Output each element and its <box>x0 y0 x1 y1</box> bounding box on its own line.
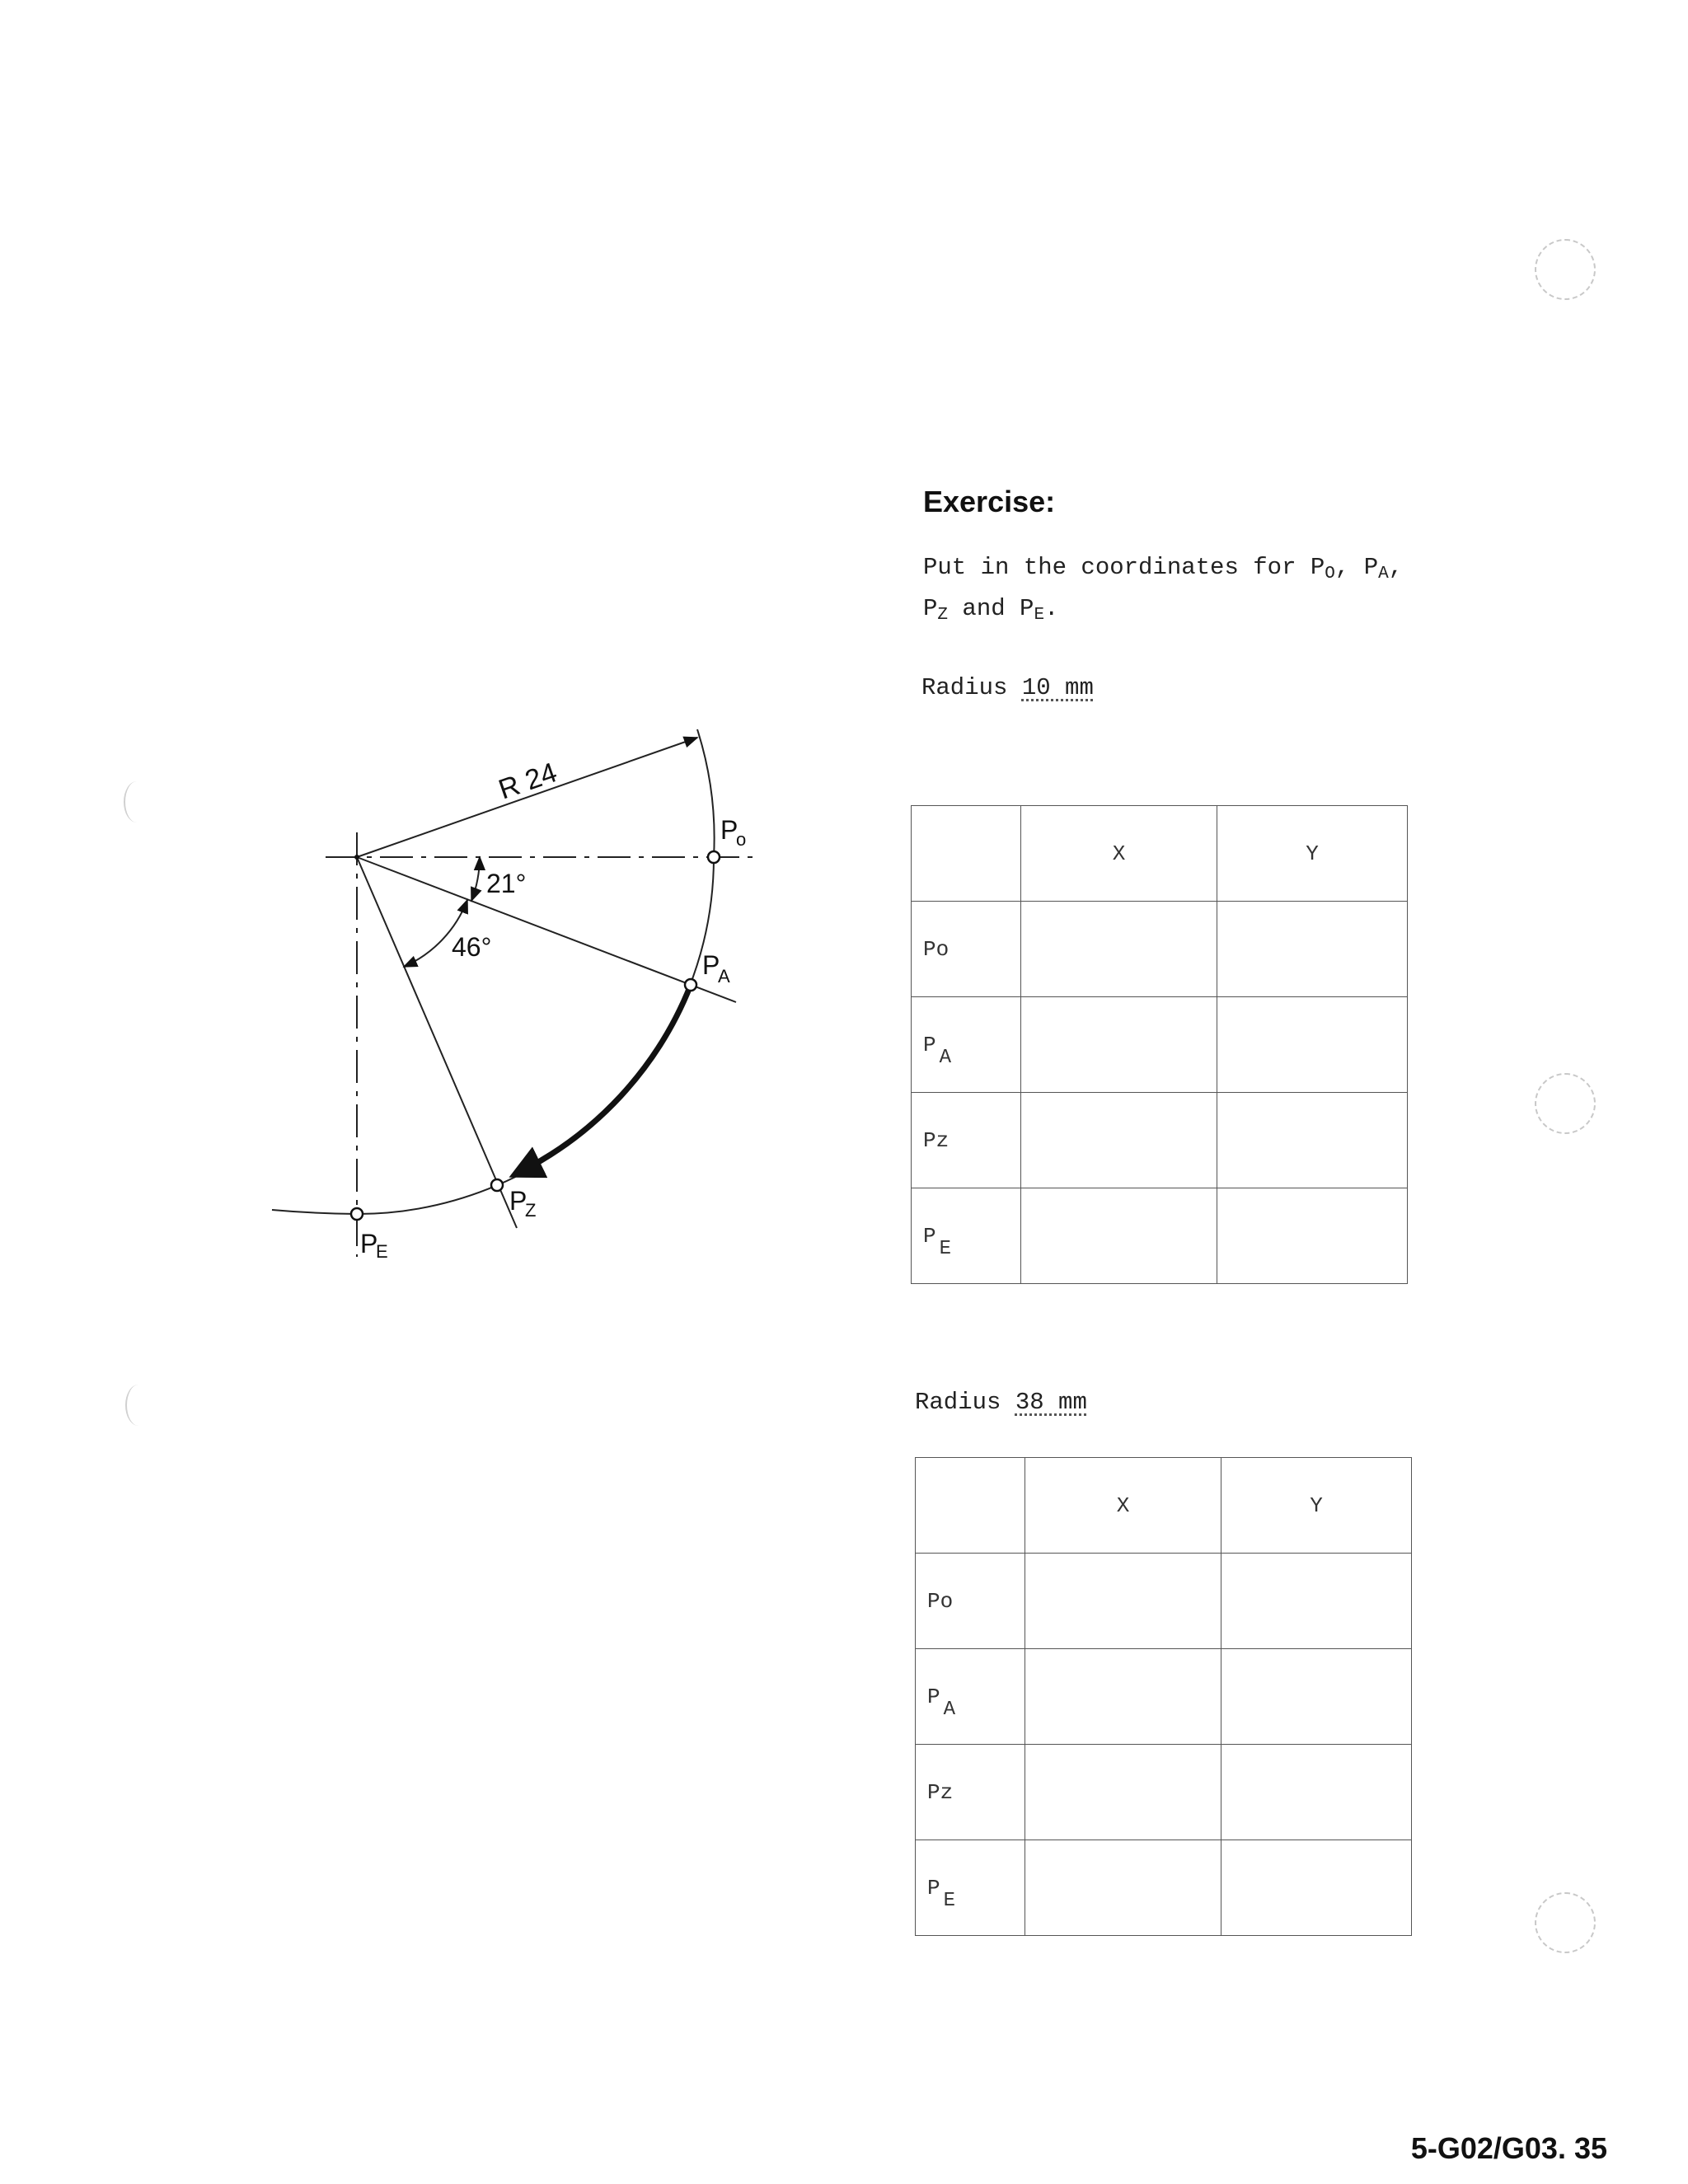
row-label-text: Po <box>923 936 950 962</box>
input-cell-pe-x[interactable] <box>1025 1840 1221 1936</box>
table-row <box>916 1745 1412 1840</box>
center-point-marker <box>354 855 359 860</box>
instruction-prefix: Put in the coordinates for P <box>923 554 1325 581</box>
row-label-text: P <box>923 1032 936 1057</box>
input-cell-po-y[interactable] <box>1217 902 1408 997</box>
input-cell-pa-x[interactable] <box>1021 997 1217 1093</box>
table-row <box>916 1649 1412 1745</box>
radius-1-value: 10 mm <box>1021 674 1094 701</box>
arc-outline <box>272 729 715 1214</box>
ray-pz <box>357 857 517 1228</box>
row-label-pa <box>916 1649 1025 1745</box>
exercise-instructions: Put in the coordinates for $P_O$, $P_A$, $P_Z$ and $P_E$. <box>923 554 1404 625</box>
row-label-sub: A <box>943 1698 956 1721</box>
instruction-pa-sub: A <box>1378 565 1389 583</box>
column-header-x: X <box>1021 806 1217 902</box>
label-pe <box>360 1229 388 1262</box>
row-label-sub: E <box>939 1237 952 1260</box>
table-header-row <box>912 806 1408 902</box>
input-cell-pa-y[interactable] <box>1217 997 1408 1093</box>
row-label-pe <box>916 1840 1025 1936</box>
row-label-po <box>916 1554 1025 1649</box>
row-label-pa <box>912 997 1021 1093</box>
svg-text:P: P <box>720 815 738 845</box>
row-label-sub: E <box>943 1889 956 1912</box>
radius-1-label <box>921 674 1094 701</box>
row-label-text: Po <box>927 1588 954 1614</box>
instruction-pz-sub: Z <box>937 606 949 625</box>
exercise-title: Exercise: <box>923 485 1056 518</box>
row-label-sub: A <box>939 1046 952 1069</box>
table-row <box>916 1840 1412 1936</box>
svg-text:o: o <box>736 829 747 850</box>
instruction-sep-1: , <box>1334 554 1364 581</box>
row-label-pz <box>912 1093 1021 1188</box>
row-label-text: Pz <box>923 1127 950 1153</box>
input-cell-pz-y[interactable] <box>1221 1745 1412 1840</box>
table-corner-cell <box>916 1458 1025 1554</box>
input-cell-pz-x[interactable] <box>1021 1093 1217 1188</box>
point-pa-marker <box>685 979 696 991</box>
svg-text:P: P <box>360 1229 378 1258</box>
row-label-pz <box>916 1745 1025 1840</box>
point-po-marker <box>708 851 720 863</box>
svg-text:A: A <box>718 966 730 987</box>
column-header-y: Y <box>1221 1458 1412 1554</box>
radius-2-value: 38 mm <box>1015 1389 1087 1416</box>
table-row <box>912 1188 1408 1284</box>
ray-pa <box>357 857 736 1002</box>
input-cell-pa-x[interactable] <box>1025 1649 1221 1745</box>
input-cell-pz-y[interactable] <box>1217 1093 1408 1188</box>
svg-text:P: P <box>702 950 720 980</box>
angle-21-label: 21° <box>486 869 527 898</box>
point-pe-marker <box>351 1208 363 1220</box>
column-header-x: X <box>1025 1458 1221 1554</box>
angle-arc-21 <box>471 857 480 901</box>
label-po <box>720 815 746 850</box>
coordinates-table-radius-10 <box>911 805 1408 1284</box>
travel-direction-arrow <box>515 985 691 1174</box>
table-row <box>912 997 1408 1093</box>
table-corner-cell <box>912 806 1021 902</box>
input-cell-pe-x[interactable] <box>1021 1188 1217 1284</box>
column-header-y: Y <box>1217 806 1408 902</box>
row-label-text: P <box>927 1684 940 1709</box>
input-cell-po-x[interactable] <box>1025 1554 1221 1649</box>
coordinates-table-radius-38 <box>915 1457 1412 1936</box>
svg-text:Z: Z <box>525 1200 537 1221</box>
radius-label: R 24 <box>495 757 561 806</box>
table-row <box>916 1554 1412 1649</box>
input-cell-pz-x[interactable] <box>1025 1745 1221 1840</box>
point-pz-marker <box>491 1179 503 1191</box>
label-pa <box>702 950 730 987</box>
row-label-text: P <box>927 1875 940 1900</box>
radius-1-prefix: Radius <box>921 674 1022 701</box>
table-row <box>912 902 1408 997</box>
svg-text:E: E <box>376 1241 388 1262</box>
input-cell-pa-y[interactable] <box>1221 1649 1412 1745</box>
input-cell-po-x[interactable] <box>1021 902 1217 997</box>
instruction-end: . <box>1044 595 1059 622</box>
input-cell-po-y[interactable] <box>1221 1554 1412 1649</box>
instruction-pe-sub: E <box>1034 606 1045 625</box>
input-cell-pe-y[interactable] <box>1221 1840 1412 1936</box>
row-label-text: Pz <box>927 1779 954 1805</box>
instruction-sep-2: , <box>1388 554 1404 581</box>
radius-2-label <box>915 1389 1087 1416</box>
row-label-text: P <box>923 1223 936 1249</box>
instruction-mid: and <box>948 595 1020 622</box>
row-label-po <box>912 902 1021 997</box>
svg-text:P: P <box>509 1186 528 1216</box>
radius-2-prefix: Radius <box>915 1389 1015 1416</box>
label-pz <box>509 1186 536 1221</box>
input-cell-pe-y[interactable] <box>1217 1188 1408 1284</box>
page-number: 5-G02/G03. 35 <box>1410 2131 1607 2165</box>
instruction-po-sub: O <box>1325 565 1335 583</box>
angle-46-label: 46° <box>452 932 492 962</box>
row-label-pe <box>912 1188 1021 1284</box>
table-header-row <box>916 1458 1412 1554</box>
table-row <box>912 1093 1408 1188</box>
